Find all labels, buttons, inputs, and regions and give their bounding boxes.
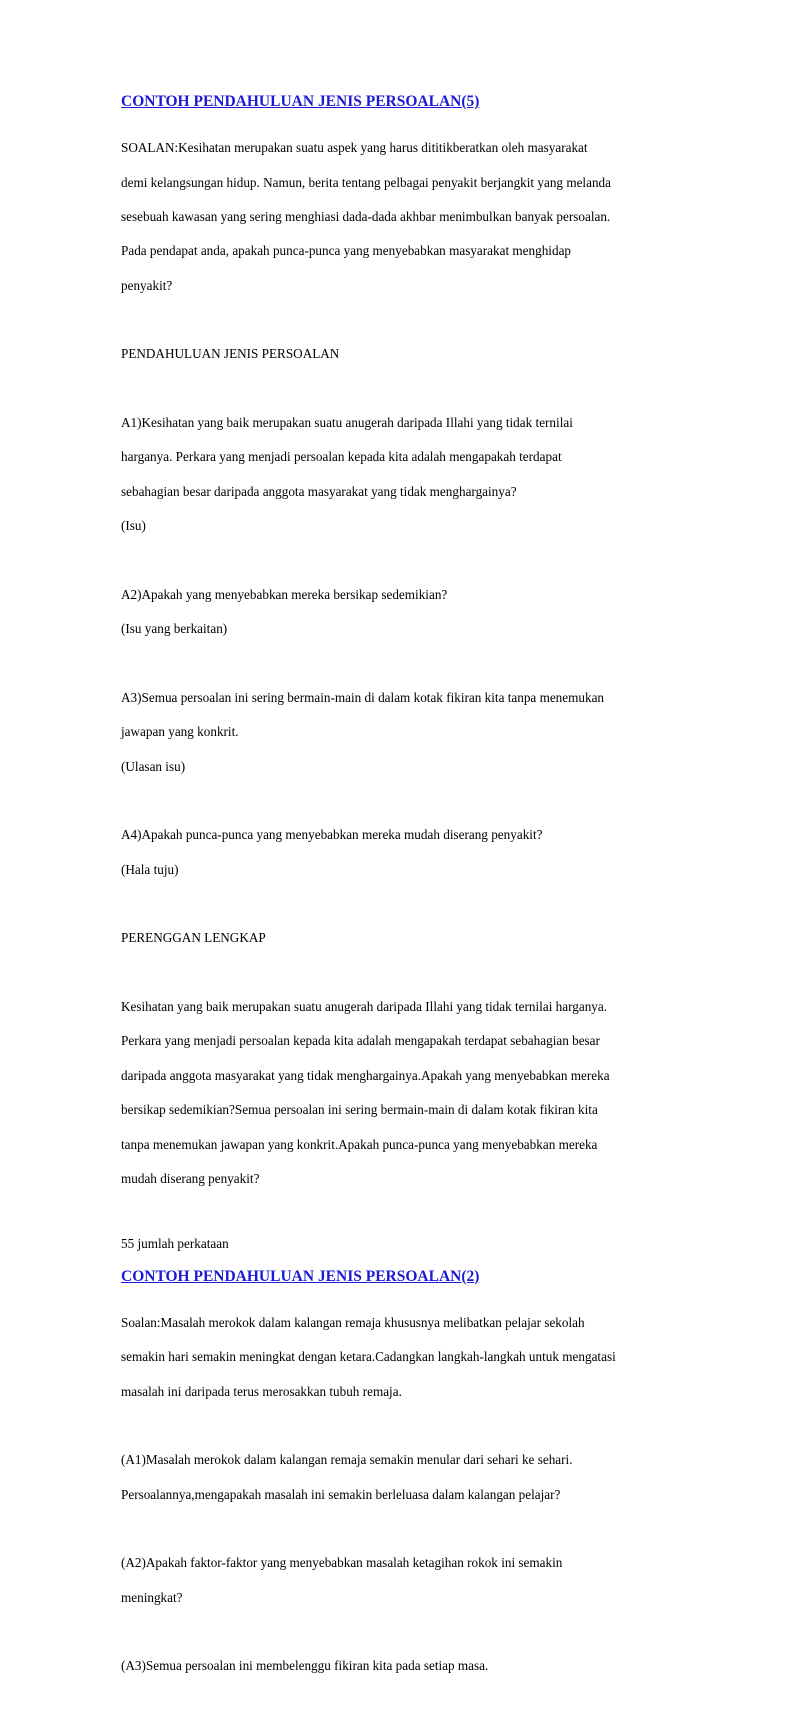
document-page bbox=[121, 92, 681, 1709]
text-line: A1)Kesihatan yang baik merupakan suatu anugerah daripada Illahi yang tidak ternilai bbox=[121, 415, 573, 431]
section-title-link[interactable]: CONTOH PENDAHULUAN JENIS PERSOALAN(2) bbox=[121, 1267, 480, 1285]
text-line: (A2)Apakah faktor-faktor yang menyebabkan masalah ketagihan rokok ini semakin bbox=[121, 1555, 563, 1571]
word-count bbox=[121, 1235, 681, 1252]
text-line: 55 jumlah perkataan bbox=[121, 1236, 229, 1252]
text-line: (Isu yang berkaitan) bbox=[121, 621, 228, 637]
text-line: A3)Semua persoalan ini sering bermain-main di dalam kotak fikiran kita tanpa menemukan bbox=[121, 689, 605, 705]
answer-a3 bbox=[121, 1640, 681, 1692]
text-line: tanpa menemukan jawapan yang konkrit.Apakah punca-punca yang menyebabkan mereka bbox=[121, 1136, 598, 1152]
text-line: A4)Apakah punca-punca yang menyebabkan mereka mudah diserang penyakit? bbox=[121, 827, 543, 843]
text-line: A2)Apakah yang menyebabkan mereka bersikap sedemikian? bbox=[121, 586, 448, 602]
text-line: mudah diserang penyakit? bbox=[121, 1170, 260, 1186]
text-line: SOALAN:Kesihatan merupakan suatu aspek yang harus dititikberatkan oleh masyarakat bbox=[121, 140, 588, 156]
text-line: jawapan yang konkrit. bbox=[121, 724, 239, 740]
answer-a1 bbox=[121, 397, 681, 552]
question-paragraph bbox=[121, 122, 681, 311]
text-line: penyakit? bbox=[121, 277, 173, 293]
complete-paragraph bbox=[121, 981, 681, 1205]
complete-paragraph-heading bbox=[121, 912, 681, 964]
text-line: sebahagian besar daripada anggota masyarakat yang tidak menghargainya? bbox=[121, 483, 517, 499]
answer-a1 bbox=[121, 1434, 681, 1520]
text-line: (A1)Masalah merokok dalam kalangan remaja semakin menular dari sehari ke sehari. bbox=[121, 1452, 573, 1468]
text-line: (Ulasan isu) bbox=[121, 758, 186, 774]
text-line: PENDAHULUAN JENIS PERSOALAN bbox=[121, 346, 340, 362]
text-line: meningkat? bbox=[121, 1589, 183, 1605]
text-line: daripada anggota masyarakat yang tidak menghargainya.Apakah yang menyebabkan mereka bbox=[121, 1067, 610, 1083]
text-line: Pada pendapat anda, apakah punca-punca yang menyebabkan masyarakat menghidap bbox=[121, 243, 572, 259]
text-line: semakin hari semakin meningkat dengan ketara.Cadangkan langkah-langkah untuk mengatasi bbox=[121, 1349, 616, 1365]
text-line: (Isu) bbox=[121, 518, 146, 534]
section-title-link[interactable]: CONTOH PENDAHULUAN JENIS PERSOALAN(5) bbox=[121, 93, 480, 110]
text-line: Persoalannya,mengapakah masalah ini semakin berleluasa dalam kalangan pelajar? bbox=[121, 1486, 561, 1502]
answer-a2 bbox=[121, 1537, 681, 1623]
text-line: harganya. Perkara yang menjadi persoalan kepada kita adalah mengapakah terdapat bbox=[121, 449, 562, 465]
subheading bbox=[121, 328, 681, 380]
text-line: Perkara yang menjadi persoalan kepada kita adalah mengapakah terdapat sebahagian besar bbox=[121, 1033, 600, 1049]
answer-a4 bbox=[121, 809, 681, 895]
text-line: PERENGGAN LENGKAP bbox=[121, 930, 266, 946]
text-line: bersikap sedemikian?Semua persoalan ini sering bermain-main di dalam kotak fikiran kita bbox=[121, 1102, 598, 1118]
text-line: sesebuah kawasan yang sering menghiasi dada-dada akhbar menimbulkan banyak persoalan. bbox=[121, 209, 611, 225]
text-line: masalah ini daripada terus merosakkan tubuh remaja. bbox=[121, 1383, 402, 1399]
text-line: (Hala tuju) bbox=[121, 861, 179, 877]
question-paragraph bbox=[121, 1297, 681, 1417]
answer-a2 bbox=[121, 569, 681, 655]
text-line: Kesihatan yang baik merupakan suatu anugerah daripada Illahi yang tidak ternilai harganya. bbox=[121, 998, 608, 1014]
text-line: (A3)Semua persoalan ini membelenggu fikiran kita pada setiap masa. bbox=[121, 1658, 489, 1674]
text-line: Soalan:Masalah merokok dalam kalangan remaja khususnya melibatkan pelajar sekolah bbox=[121, 1314, 585, 1330]
answer-a3 bbox=[121, 672, 681, 792]
text-line: demi kelangsungan hidup. Namun, berita tentang pelbagai penyakit berjangkit yang melanda bbox=[121, 174, 611, 190]
